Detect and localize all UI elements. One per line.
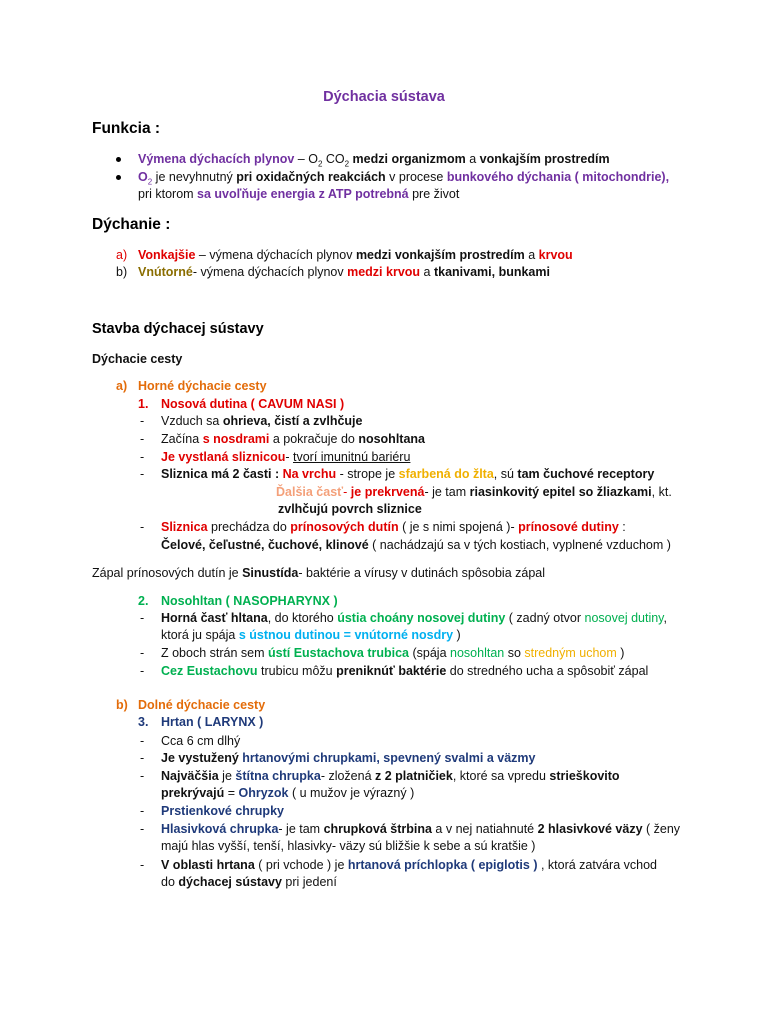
list-marker-a: a) bbox=[116, 379, 128, 393]
hrtan-item-3-line-2: prekrývajú = Ohryzok ( u mužov je výrazný ) bbox=[161, 786, 415, 800]
dash-marker: - bbox=[140, 858, 145, 872]
nosohltan-item-1-line-2: ktorá ju spája s ústnou dutinou = vnútorné nosdry ) bbox=[161, 628, 461, 642]
dash-marker: - bbox=[140, 664, 145, 678]
funkcia-bullet-2-cont: pri ktorom sa uvoľňuje energia z ATP potrebná pre život bbox=[138, 187, 460, 201]
dolne-dychacie-cesty: Dolné dýchacie cesty bbox=[138, 698, 266, 712]
nosova-item-5-line-2: Čelové, čeľustné, čuchové, klinové ( nachádzajú sa v tých kostiach, vyplnené vzduchom ) bbox=[161, 538, 671, 552]
nosova-item-1: Vzduch sa ohrieva, čistí a zvlhčuje bbox=[161, 414, 363, 428]
nosova-item-3: Je vystlaná sliznicou- tvorí imunitnú bariéru bbox=[161, 450, 411, 464]
dash-marker: - bbox=[140, 467, 145, 481]
dash-marker: - bbox=[140, 450, 145, 464]
dash-marker: - bbox=[140, 734, 145, 748]
dash-marker: - bbox=[140, 611, 145, 625]
heading-funkcia: Funkcia : bbox=[92, 120, 161, 137]
list-marker-3: 3. bbox=[138, 715, 149, 729]
nosova-item-4: Sliznica má 2 časti : Na vrchu - strope je sfarbená do žlta, sú tam čuchové receptory bbox=[161, 467, 655, 481]
hrtan-heading: Hrtan ( LARYNX ) bbox=[161, 715, 264, 729]
dash-marker: - bbox=[140, 414, 145, 428]
list-marker-1: 1. bbox=[138, 397, 149, 411]
nosova-item-4-line-3: zvlhčujú povrch sliznice bbox=[278, 502, 422, 516]
subheading-dychacie-cesty: Dýchacie cesty bbox=[92, 352, 183, 366]
nosova-item-5: Sliznica prechádza do prínosových dutín ( je s nimi spojená )- prínosové dutiny : bbox=[161, 520, 626, 534]
list-marker-a: a) bbox=[116, 248, 128, 262]
hrtan-item-6-line-2: do dýchacej sústavy pri jedení bbox=[161, 875, 337, 889]
hrtan-item-4: Prstienkové chrupky bbox=[161, 804, 284, 818]
nosohltan-item-1: Horná časť hltana, do ktorého ústia choány nosovej dutiny ( zadný otvor nosovej dutiny, bbox=[161, 611, 667, 625]
horne-dychacie-cesty: Horné dýchacie cesty bbox=[138, 379, 267, 393]
dash-marker: - bbox=[140, 822, 145, 836]
dash-marker: - bbox=[140, 769, 145, 783]
nosova-item-2: Začína s nosdrami a pokračuje do nosohltana bbox=[161, 432, 425, 446]
heading-stavba: Stavba dýchacej sústavy bbox=[92, 321, 264, 337]
list-marker-b: b) bbox=[116, 265, 128, 279]
nosova-item-4-line-2: Ďalšia časť- je prekrvená- je tam riasinkovitý epitel so žliazkami, kt. bbox=[276, 485, 672, 499]
hrtan-item-5: Hlasivková chrupka- je tam chrupková štrbina a v nej natiahnuté 2 hlasivkové väzy ( ženy bbox=[161, 822, 681, 836]
list-marker-b: b) bbox=[116, 698, 128, 712]
zapal-paragraph: Zápal prínosových dutín je Sinustída- baktérie a vírusy v dutinách spôsobia zápal bbox=[92, 566, 546, 580]
bullet-dot bbox=[116, 157, 121, 162]
funkcia-bullet-1: Výmena dýchacích plynov – $O_2$ $CO_2$ medzi organizmom a vonkajším prostredím bbox=[138, 152, 610, 169]
dash-marker: - bbox=[140, 432, 145, 446]
hrtan-item-6: V oblasti hrtana ( pri vchode ) je hrtanová príchlopka ( epiglotis ) , ktorá zatvára vchod bbox=[161, 858, 657, 872]
hrtan-item-3: Najväčšia je štítna chrupka- zložená z 2 platničiek, ktoré sa vpredu strieškovito bbox=[161, 769, 620, 783]
dash-marker: - bbox=[140, 751, 145, 765]
page-title: Dýchacia sústava bbox=[323, 89, 445, 105]
dychanie-item-b: Vnútorné- výmena dýchacích plynov medzi krvou a tkanivami, bunkami bbox=[138, 265, 550, 279]
hrtan-item-5-line-2: majú hlas vyšší, tenší, hlasivky- väzy sú bližšie k sebe a sú kratšie ) bbox=[161, 839, 536, 853]
heading-dychanie: Dýchanie : bbox=[92, 216, 171, 233]
dash-marker: - bbox=[140, 804, 145, 818]
nosova-dutina-heading: Nosová dutina ( CAVUM NASI ) bbox=[161, 397, 345, 411]
hrtan-item-1: Cca 6 cm dlhý bbox=[161, 734, 241, 748]
hrtan-item-2: Je vystužený hrtanovými chrupkami, spevnený svalmi a väzmy bbox=[161, 751, 536, 765]
dychanie-item-a: Vonkajšie – výmena dýchacích plynov medzi vonkajším prostredím a krvou bbox=[138, 248, 573, 262]
list-marker-2: 2. bbox=[138, 594, 149, 608]
bullet-dot bbox=[116, 175, 121, 180]
dash-marker: - bbox=[140, 646, 145, 660]
dash-marker: - bbox=[140, 520, 145, 534]
nosohltan-item-2: Z oboch strán sem ústí Eustachova trubica (spája nosohltan so stredným uchom ) bbox=[161, 646, 625, 660]
funkcia-bullet-2: $O_2$ je nevyhnutný pri oxidačných reakciách v procese bunkového dýchania ( mitochondrie), bbox=[138, 170, 670, 187]
nosohltan-heading: Nosohltan ( NASOPHARYNX ) bbox=[161, 594, 338, 608]
nosohltan-item-3: Cez Eustachovu trubicu môžu preniknúť baktérie do stredného ucha a spôsobiť zápal bbox=[161, 664, 649, 678]
